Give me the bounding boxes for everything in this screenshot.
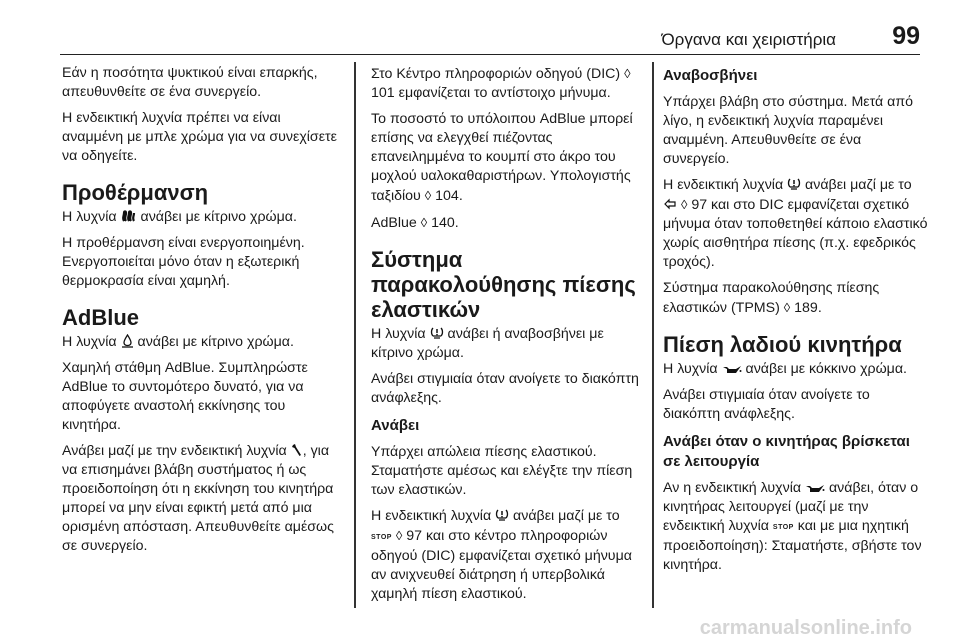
subheading-engine-running: Ανάβει όταν ο κινητήρας βρίσκεται σε λειτουργία (663, 433, 910, 470)
wrench-icon (291, 442, 303, 461)
oil-can-icon (722, 360, 742, 379)
tire-message-icon (663, 196, 677, 215)
page-title: Όργανα και χειριστήρια (661, 30, 836, 49)
paragraph: Χαμηλή στάθμη AdBlue. Συμπληρώστε AdBlue το συντομότερο δυνατό, για να αποφύγετε αναστολή εκκίνησης του κινητήρα. (62, 360, 308, 433)
column-3 (663, 64, 929, 582)
paragraph: Υπάρχει απώλεια πίεσης ελαστικού. Σταματήστε αμέσως και ελέγξτε την πίεση των ελαστικών. (371, 444, 633, 498)
cross-reference-icon: ◊ (424, 188, 432, 203)
watermark: carmanualsonline.info (699, 617, 912, 639)
paragraph: Η ενδεικτική λυχνία πρέπει να είναι αναμμένη με μπλε χρώμα για να συνεχίσετε να οδηγείτε. (62, 110, 337, 164)
paragraph: Ανάβει στιγμιαία όταν ανοίγετε το διακόπτη ανάφλεξης. (371, 371, 639, 406)
page-number: 99 (892, 22, 920, 50)
tire-pressure-icon (787, 176, 801, 195)
cross-reference-icon: ◊ (395, 528, 403, 543)
paragraph: Εάν η ποσότητα ψυκτικού είναι επαρκής, απευθυνθείτε σε ένα συνεργείο. (62, 65, 318, 100)
glow-plug-icon (121, 208, 137, 227)
paragraph: Ανάβει μαζί με την ενδεικτική λυχνία , για να επισημάνει βλάβη συστήματος ή ως προειδοποίηση ότι η εκκίνηση του κινητήρα μπορεί να μην είναι εφικτή μετά από μια ορισμένη απόσταση. Απευθυνθείτε αμέσως σε συνεργείο. (62, 443, 334, 554)
adblue-icon (121, 333, 134, 352)
paragraph: Η ενδεικτική λυχνία ανάβει μαζί με το ◊ 97 και στο DIC εμφανίζεται σχετικό μήνυμα όταν τοποθετηθεί κάποιο ελαστικό χωρίς αισθητήρα πίεσης (π.χ. εφεδρικός τροχός). (663, 177, 928, 270)
paragraph: Ανάβει στιγμιαία όταν ανοίγετε το διακόπτη ανάφλεξης. (663, 387, 870, 422)
column-1 (62, 64, 342, 563)
cross-reference-icon: ◊ (783, 300, 791, 315)
paragraph: Η προθέρμανση είναι ενεργοποιημένη. Ενεργοποιείται μόνο όταν η εξωτερική θερμοκρασία είναι χαμηλή. (62, 235, 305, 289)
paragraph: Το ποσοστό το υπόλοιπου AdBlue μπορεί επίσης να ελεγχθεί πιέζοντας επανειλημμένα το κουμπί στο άκρο του μοχλού υαλοκαθαριστήρων. Υπολογιστής ταξιδίου ◊ 104. (371, 111, 633, 204)
tire-pressure-icon (430, 325, 444, 344)
paragraph: Στο Κέντρο πληροφοριών οδηγού (DIC) ◊ 101 εμφανίζεται το αντίστοιχο μήνυμα. (371, 66, 631, 101)
cross-reference-icon: ◊ (680, 197, 688, 212)
column-divider (652, 62, 654, 608)
paragraph: Υπάρχει βλάβη στο σύστημα. Μετά από λίγο, η ενδεικτική λυχνία παραμένει αναμμένη. Απευθυνθείτε σε ένα συνεργείο. (663, 94, 914, 167)
paragraph: Η λυχνία ανάβει με κίτρινο χρώμα. (62, 334, 294, 350)
paragraph: Η λυχνία ανάβει ή αναβοσβήνει με κίτρινο χρώμα. (371, 326, 604, 361)
subheading-lit: Ανάβει (371, 417, 420, 434)
column-2 (371, 64, 641, 611)
tire-pressure-icon (495, 507, 509, 526)
stop-icon: STOP (772, 524, 794, 531)
paragraph: Η λυχνία ανάβει με κόκκινο χρώμα. (663, 361, 907, 377)
cross-reference-icon: ◊ (420, 215, 428, 230)
cross-reference-icon: ◊ (624, 66, 631, 81)
section-heading-adblue: AdBlue (62, 305, 139, 330)
oil-can-icon (805, 479, 825, 498)
stop-icon: STOP (371, 534, 392, 541)
paragraph: Η λυχνία ανάβει με κίτρινο χρώμα. (62, 209, 297, 225)
column-divider (354, 62, 356, 608)
subheading-flashing: Αναβοσβήνει (663, 67, 758, 84)
section-heading-preheat: Προθέρμανση (62, 180, 209, 205)
section-heading-tpms: Σύστημα παρακολούθησης πίεσης ελαστικών (371, 247, 636, 322)
paragraph: Σύστημα παρακολούθησης πίεσης ελαστικών (TPMS) ◊ 189. (663, 280, 880, 316)
page-header (60, 6, 920, 55)
paragraph: AdBlue ◊ 140. (371, 215, 459, 231)
paragraph: Η ενδεικτική λυχνία ανάβει μαζί με το STOP ◊ 97 και στο κέντρο πληροφοριών οδηγού (DIC) εμφανίζεται σχετικό μήνυμα αν ανιχνευθεί διάτρηση ή υπερβολικά χαμηλή πίεση ελαστικού. (371, 508, 632, 602)
section-heading-oil-pressure: Πίεση λαδιού κινητήρα (663, 332, 902, 357)
paragraph: Αν η ενδεικτική λυχνία ανάβει, όταν ο κινητήρας λειτουργεί (μαζί με την ενδεικτική λυχνία STOP και με μια ηχητική προειδοποίηση): Σταματήστε, σβήστε τον κινητήρα. (663, 480, 922, 573)
